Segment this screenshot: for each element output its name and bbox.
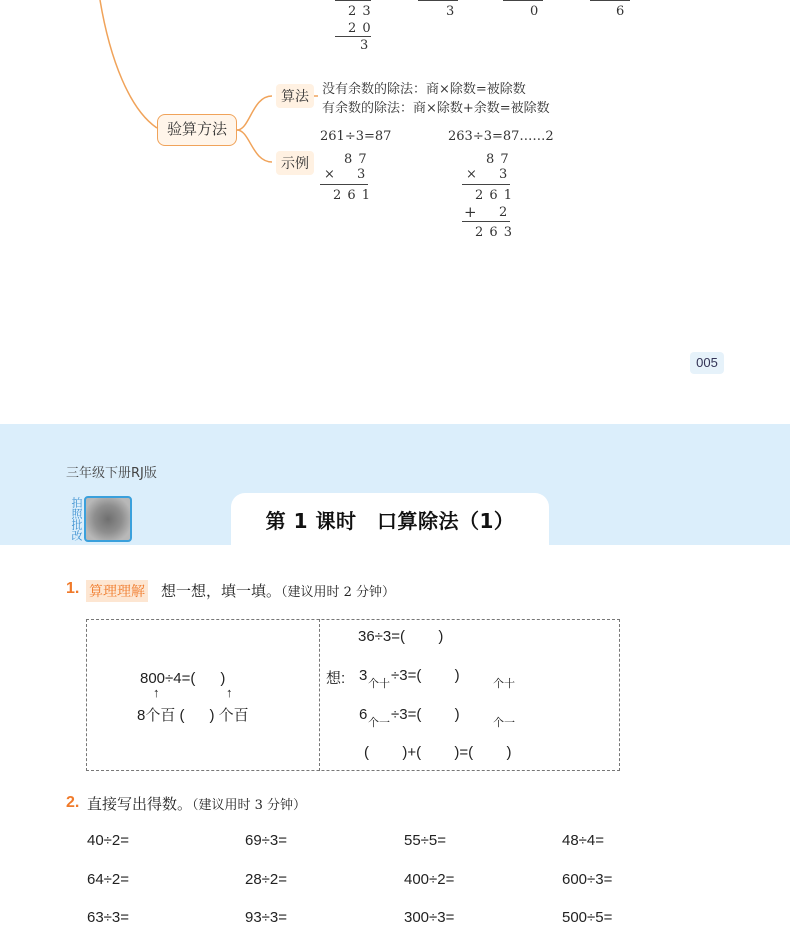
q2-item: 48÷4= (562, 832, 605, 849)
division-step: 3 (360, 38, 370, 53)
ex1-top: 8 7 (344, 152, 368, 167)
ex2-line1 (462, 184, 510, 185)
ex2-top: 8 7 (486, 152, 510, 167)
q1-r3-unit1: 个一 (368, 717, 390, 729)
ex2-add: 2 (499, 205, 509, 220)
q2-item: 28÷2= (245, 871, 288, 888)
ex1-op: × (324, 167, 336, 182)
node-verify-method: 验算方法 (157, 114, 237, 146)
ex2-prod: 2 6 1 (475, 188, 514, 203)
q2-item: 69÷3= (245, 832, 288, 849)
ex1-mult: 3 (357, 167, 367, 182)
ex2-line2 (462, 221, 510, 222)
q2-item: 63÷3= (87, 909, 130, 926)
q2-number: 2. (66, 794, 80, 811)
q1-time: （建议用时 2 分钟） (281, 585, 396, 600)
division-step: 2 3 (348, 4, 372, 19)
ex1-result: 2 6 1 (333, 188, 372, 203)
q2-item: 40÷2= (87, 832, 130, 849)
example1-equation: 261÷3=87 (320, 129, 392, 144)
ex2-plus: + (464, 203, 478, 221)
q1-box (86, 619, 620, 771)
q1-arrow-1: ↑ (153, 685, 160, 700)
example2-equation: 263÷3=87……2 (448, 129, 554, 144)
snap-correct-label: 拍照批改 (70, 497, 83, 541)
q1-r2-rest: ÷3=( ) (391, 667, 460, 684)
q2-title (87, 793, 306, 814)
q2-item: 93÷3= (245, 909, 288, 926)
q2-item: 400÷2= (404, 871, 455, 888)
q1-r2-unit2: 个十 (493, 678, 515, 690)
ex1-line (320, 184, 368, 185)
q2-time: （建议用时 3 分钟） (192, 798, 307, 813)
q2-item: 55÷5= (404, 832, 447, 849)
q1-r2-unit1: 个十 (368, 678, 390, 690)
q2-item: 600÷3= (562, 871, 613, 888)
q2-item: 64÷2= (87, 871, 130, 888)
q1-r4: ( )+( )=( ) (364, 744, 512, 761)
q1-number: 1. (66, 580, 80, 597)
ex2-result: 2 6 3 (475, 225, 514, 240)
ex2-op: × (466, 167, 478, 182)
grade-label: 三年级下册RJ版 (66, 466, 157, 481)
node-example: 示例 (276, 151, 314, 175)
q1-title-text: 想一想，填一填。 (161, 582, 282, 600)
division-step: 3 (446, 4, 456, 19)
q1-arrow-2: ↑ (226, 685, 233, 700)
page-number: 005 (690, 352, 724, 374)
q1-think: 想: (326, 670, 346, 687)
ex2-mult: 3 (499, 167, 509, 182)
q2-title-text: 直接写出得数。 (87, 795, 193, 813)
q1-title (161, 580, 395, 601)
q1-tag: 算理理解 (86, 580, 148, 602)
q2-item: 500÷5= (562, 909, 613, 926)
q1-r3-rest: ÷3=( ) (391, 706, 460, 723)
rule-with-remainder: 有余数的除法：商×除数+余数=被除数 (322, 101, 550, 116)
lesson-title: 第 1 课时 口算除法（1） (231, 493, 549, 545)
q1-r2-num: 3 (359, 667, 368, 684)
division-step: 2 0 (348, 21, 372, 36)
q1-r1: 36÷3=( ) (358, 628, 444, 645)
q1-r3-unit2: 个一 (493, 717, 515, 729)
division-step: 6 (616, 4, 626, 19)
q1-left-expr: 800÷4=( ) (140, 670, 226, 687)
q2-item: 300÷3= (404, 909, 455, 926)
q1-box-divider (319, 619, 320, 771)
node-rule: 算法 (276, 84, 314, 108)
rule-no-remainder: 没有余数的除法：商×除数=被除数 (322, 82, 526, 97)
division-step: 0 (530, 4, 540, 19)
q1-left-hint: 8个百 ( ) 个百 (137, 707, 249, 724)
qr-code[interactable] (84, 496, 132, 542)
q1-r3-num: 6 (359, 706, 368, 723)
